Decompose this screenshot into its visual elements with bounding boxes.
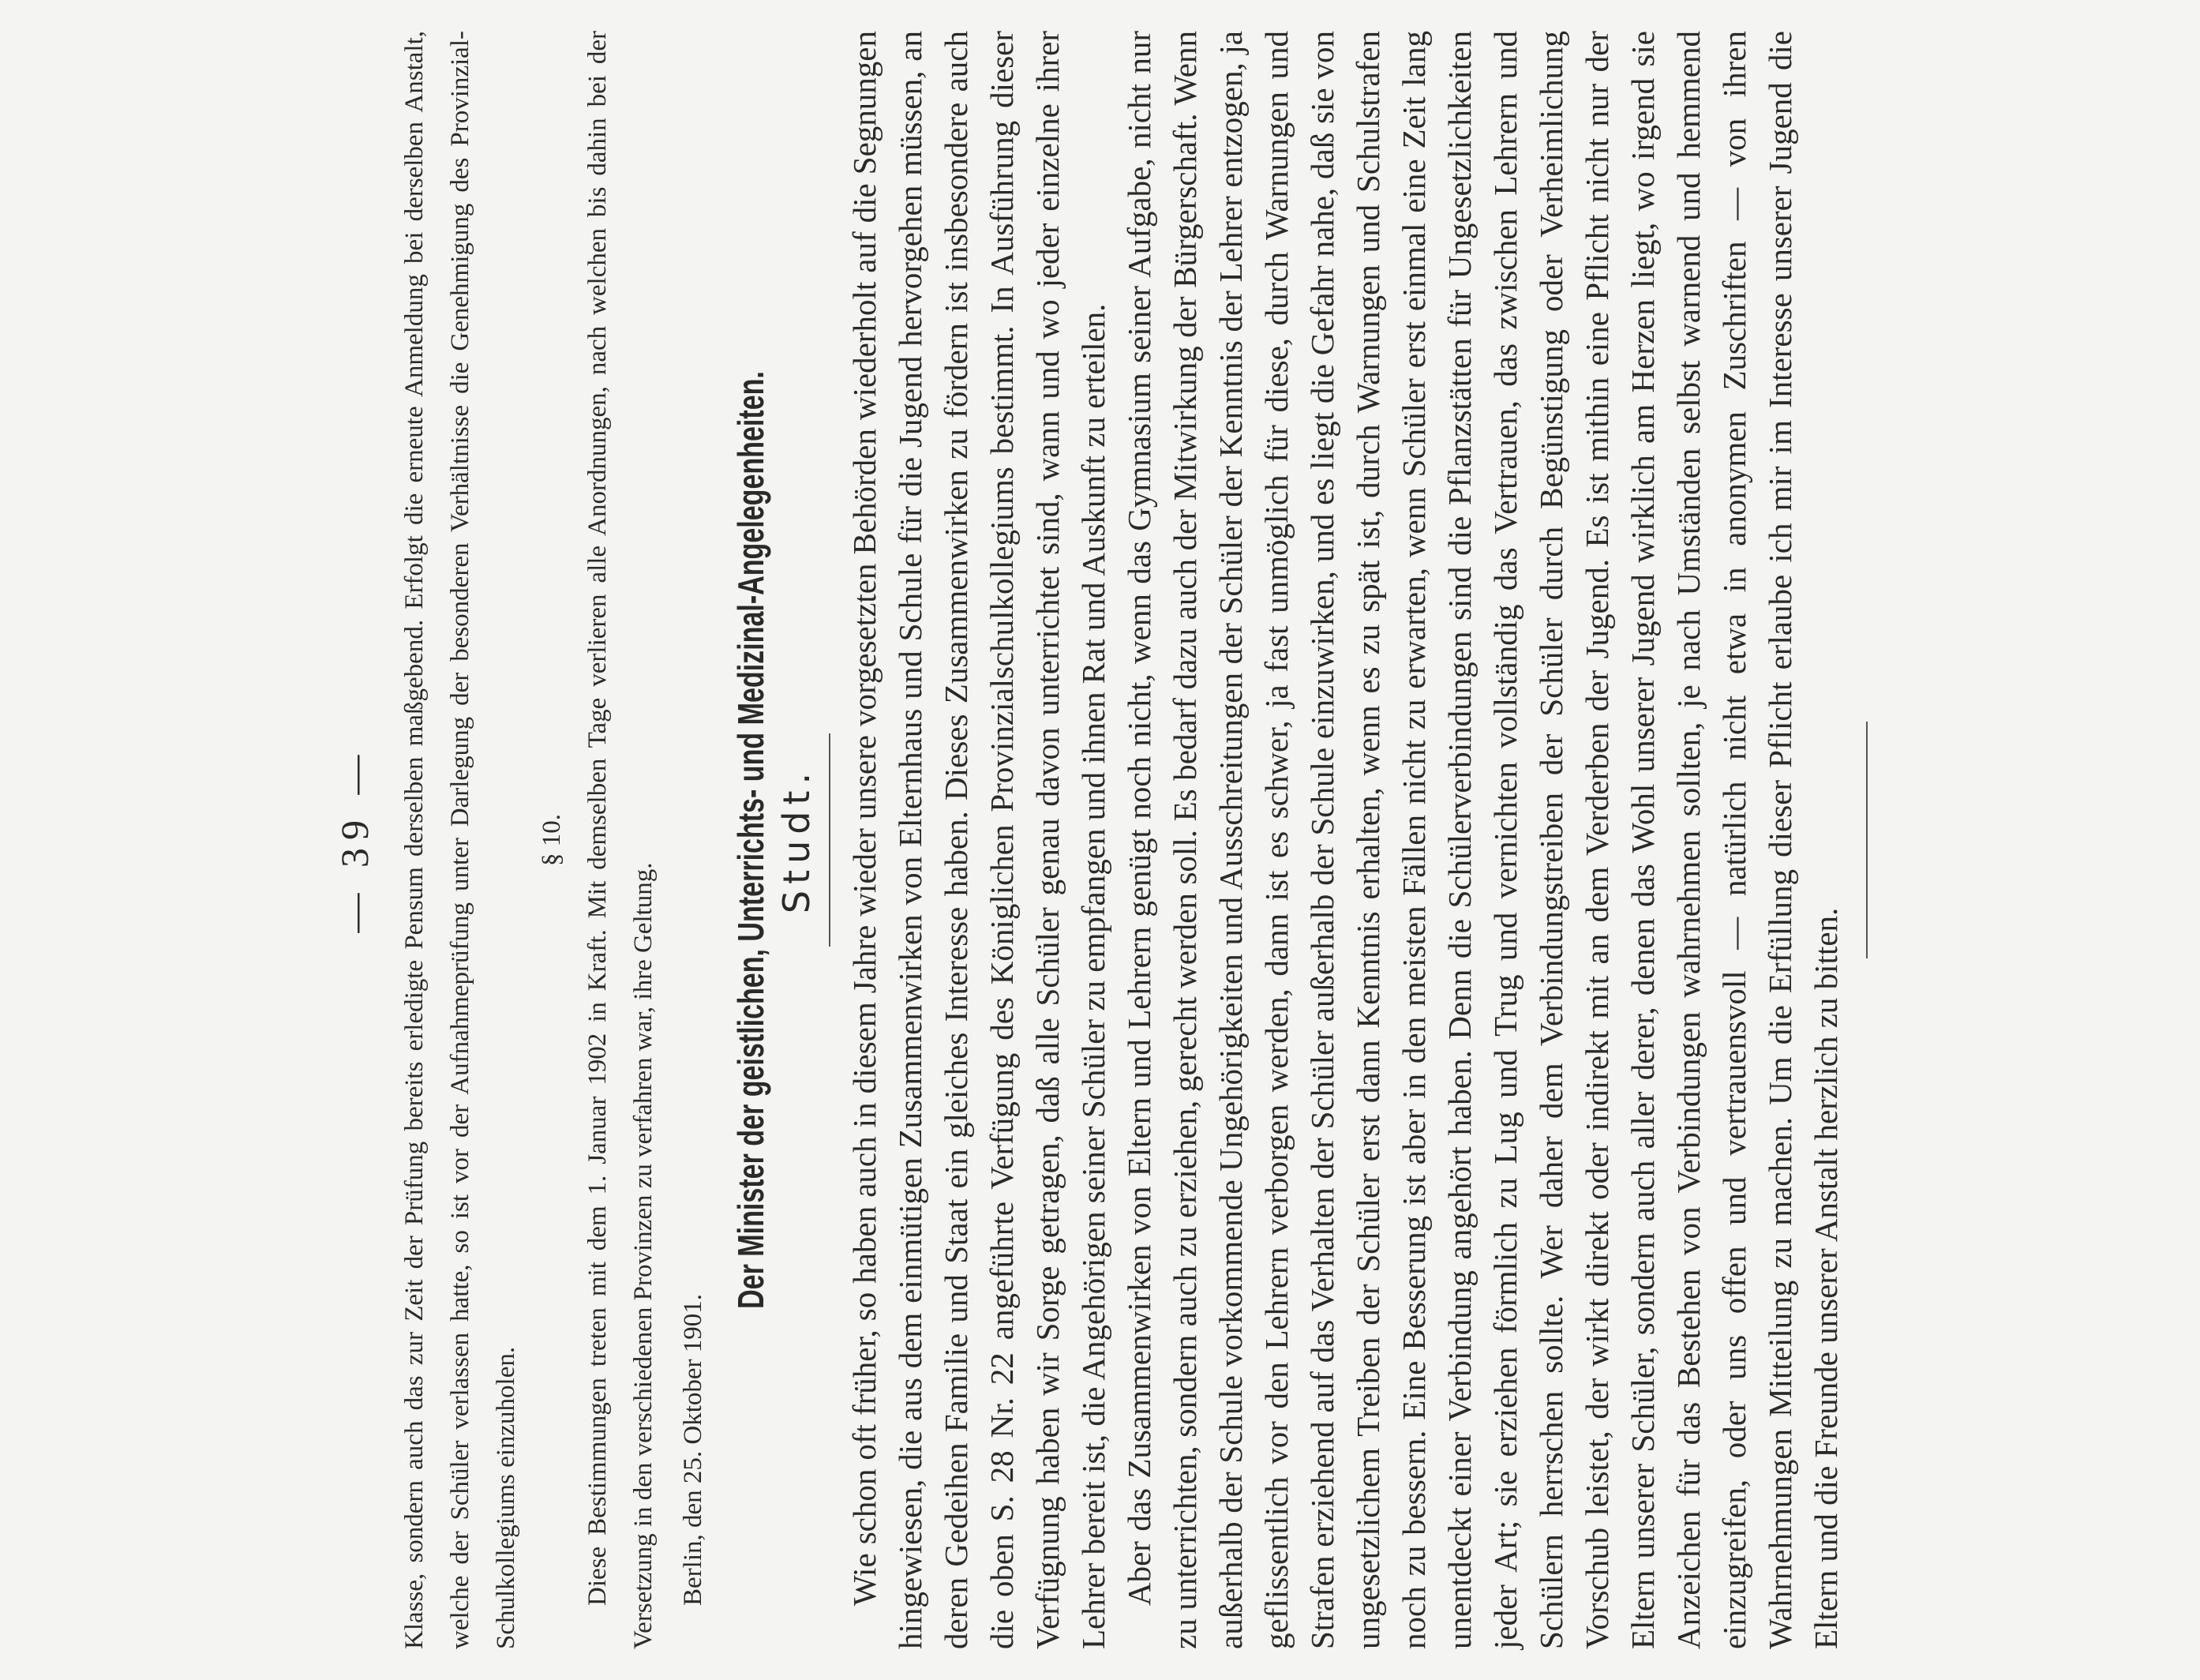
end-rule xyxy=(1866,722,1868,958)
lead-paragraph: Klasse, sondern auch das zur Zeit der Prüfung bereits erledigte Pensum derselben maßgebend. Erfolgt die erneute Anmeldung bei derselben Anstalt, welche der Schüler verlassen hatte, so ist vor der Aufnahmeprüfung unter Darlegung der besonderen Verhältnisse die Genehmigung des Provinzial-Schulkollegiums einzuholen. xyxy=(400,31,520,1649)
body-paragraph: Wie schon oft früher, so haben auch in diesem Jahre wieder unsere vorgesetzten Behörden wiederholt auf die Segnungen hingewiesen, die aus dem einmütigen Zusammenwirken von Elternhaus und Schule für die Jugend hervorgehen müssen, an deren Gedeihen Familie und Staat ein gleiches Interesse haben. Dieses Zusammenwirken zu fördern ist insbesondere auch die oben S. 28 Nr. 22 angeführte Verfügung des Königlichen Provinzialschulkollegiums bestimmt. In Ausführung dieser Verfügnung haben wir Sorge getragen, daß alle Schüler genau davon unterrichtet sind, wann und wo jeder einzelne ihrer Lehrer bereit ist, die Angehörigen seiner Schüler zu empfangen und ihnen Rat und Auskunft zu erteilen. xyxy=(846,31,1111,1649)
ministry-heading: Der Minister der geistlichen, Unterrichts- und Medizinal-Angelegenheiten. xyxy=(730,371,771,1309)
rotated-text-block xyxy=(332,31,1868,1649)
date-line: Berlin, den 25. Oktober 1901. xyxy=(679,1293,707,1606)
page-number: — 39 — xyxy=(332,747,377,933)
signature: Studt. xyxy=(775,766,818,914)
divider-rule xyxy=(829,733,830,947)
lead-paragraph-section-10: Diese Bestimmungen treten mit dem 1. Januar 1902 in Kraft. Mit demselben Tage verlieren alle Anordnungen, nach welchen bis dahin bei der Versetzung in den verschiedenen Provinzen zu verfahren war, ihre Geltung. xyxy=(583,31,658,1649)
body-paragraph: Aber das Zusammenwirken von Eltern und Lehrern genügt noch nicht, wenn das Gymnasium seiner Aufgabe, nicht nur zu unterrichten, sondern auch zu erziehen, gerecht werden soll. Es bedarf dazu auch der Mitwirkung der Bürgerschaft. Wenn außerhalb der Schule vorkommende Ungehörigkeiten und Ausschreitungen der Schüler der Kenntnis der Lehrer entzogen, ja geflissentlich vor den Lehrern verborgen werden, dann ist es schwer, ja fast unmöglich für diese, durch Warnungen und Strafen erziehend auf das Verhalten der Schüler außerhalb der Schule einzuwirken, und es liegt die Gefahr nahe, daß sie von ungesetzlichem Treiben der Schüler erst dann Kenntnis erhalten, wenn es zu spät ist, durch Warnungen und Schulstrafen noch zu bessern. Eine Besserung ist aber in den meisten Fällen nicht zu erwarten, wenn Schüler erst einmal eine Zeit lang unentdeckt einer Verbindung angehört haben. Denn die Schülerverbindungen sind die Pflanzstätten für Ungesetzlichkeiten jeder Art; sie erziehen förmlich zu Lug und Trug und vernichten vollständig das Vertrauen, das zwischen Lehrern und Schülern herrschen sollte. Wer daher dem Verbindungstreiben der Schüler durch Begünstigung oder Verheimlichung Vorschub leistet, der wirkt direkt oder indirekt mit an dem Verderben der Jugend. Es ist mithin eine Pflicht nicht nur der Eltern unserer Schüler, sondern auch aller derer, denen das Wohl unserer Jugend wirklich am Herzen liegt, wo irgend sie Anzeichen für das Bestehen von Verbindungen wahrnehmen sollten, je nach Umständen selbst warnend und hemmend einzugreifen, oder uns offen und vertrauensvoll — natürlich nicht etwa in anonymen Zuschriften — von ihren Wahrnehmungen Mitteilung zu machen. Um die Erfüllung dieser Pflicht erlaube ich mir im Interesse unserer Jugend die Eltern und die Freunde unserer Anstalt herzlich zu bitten. xyxy=(1121,31,1844,1649)
section-label: § 10. xyxy=(538,814,566,866)
